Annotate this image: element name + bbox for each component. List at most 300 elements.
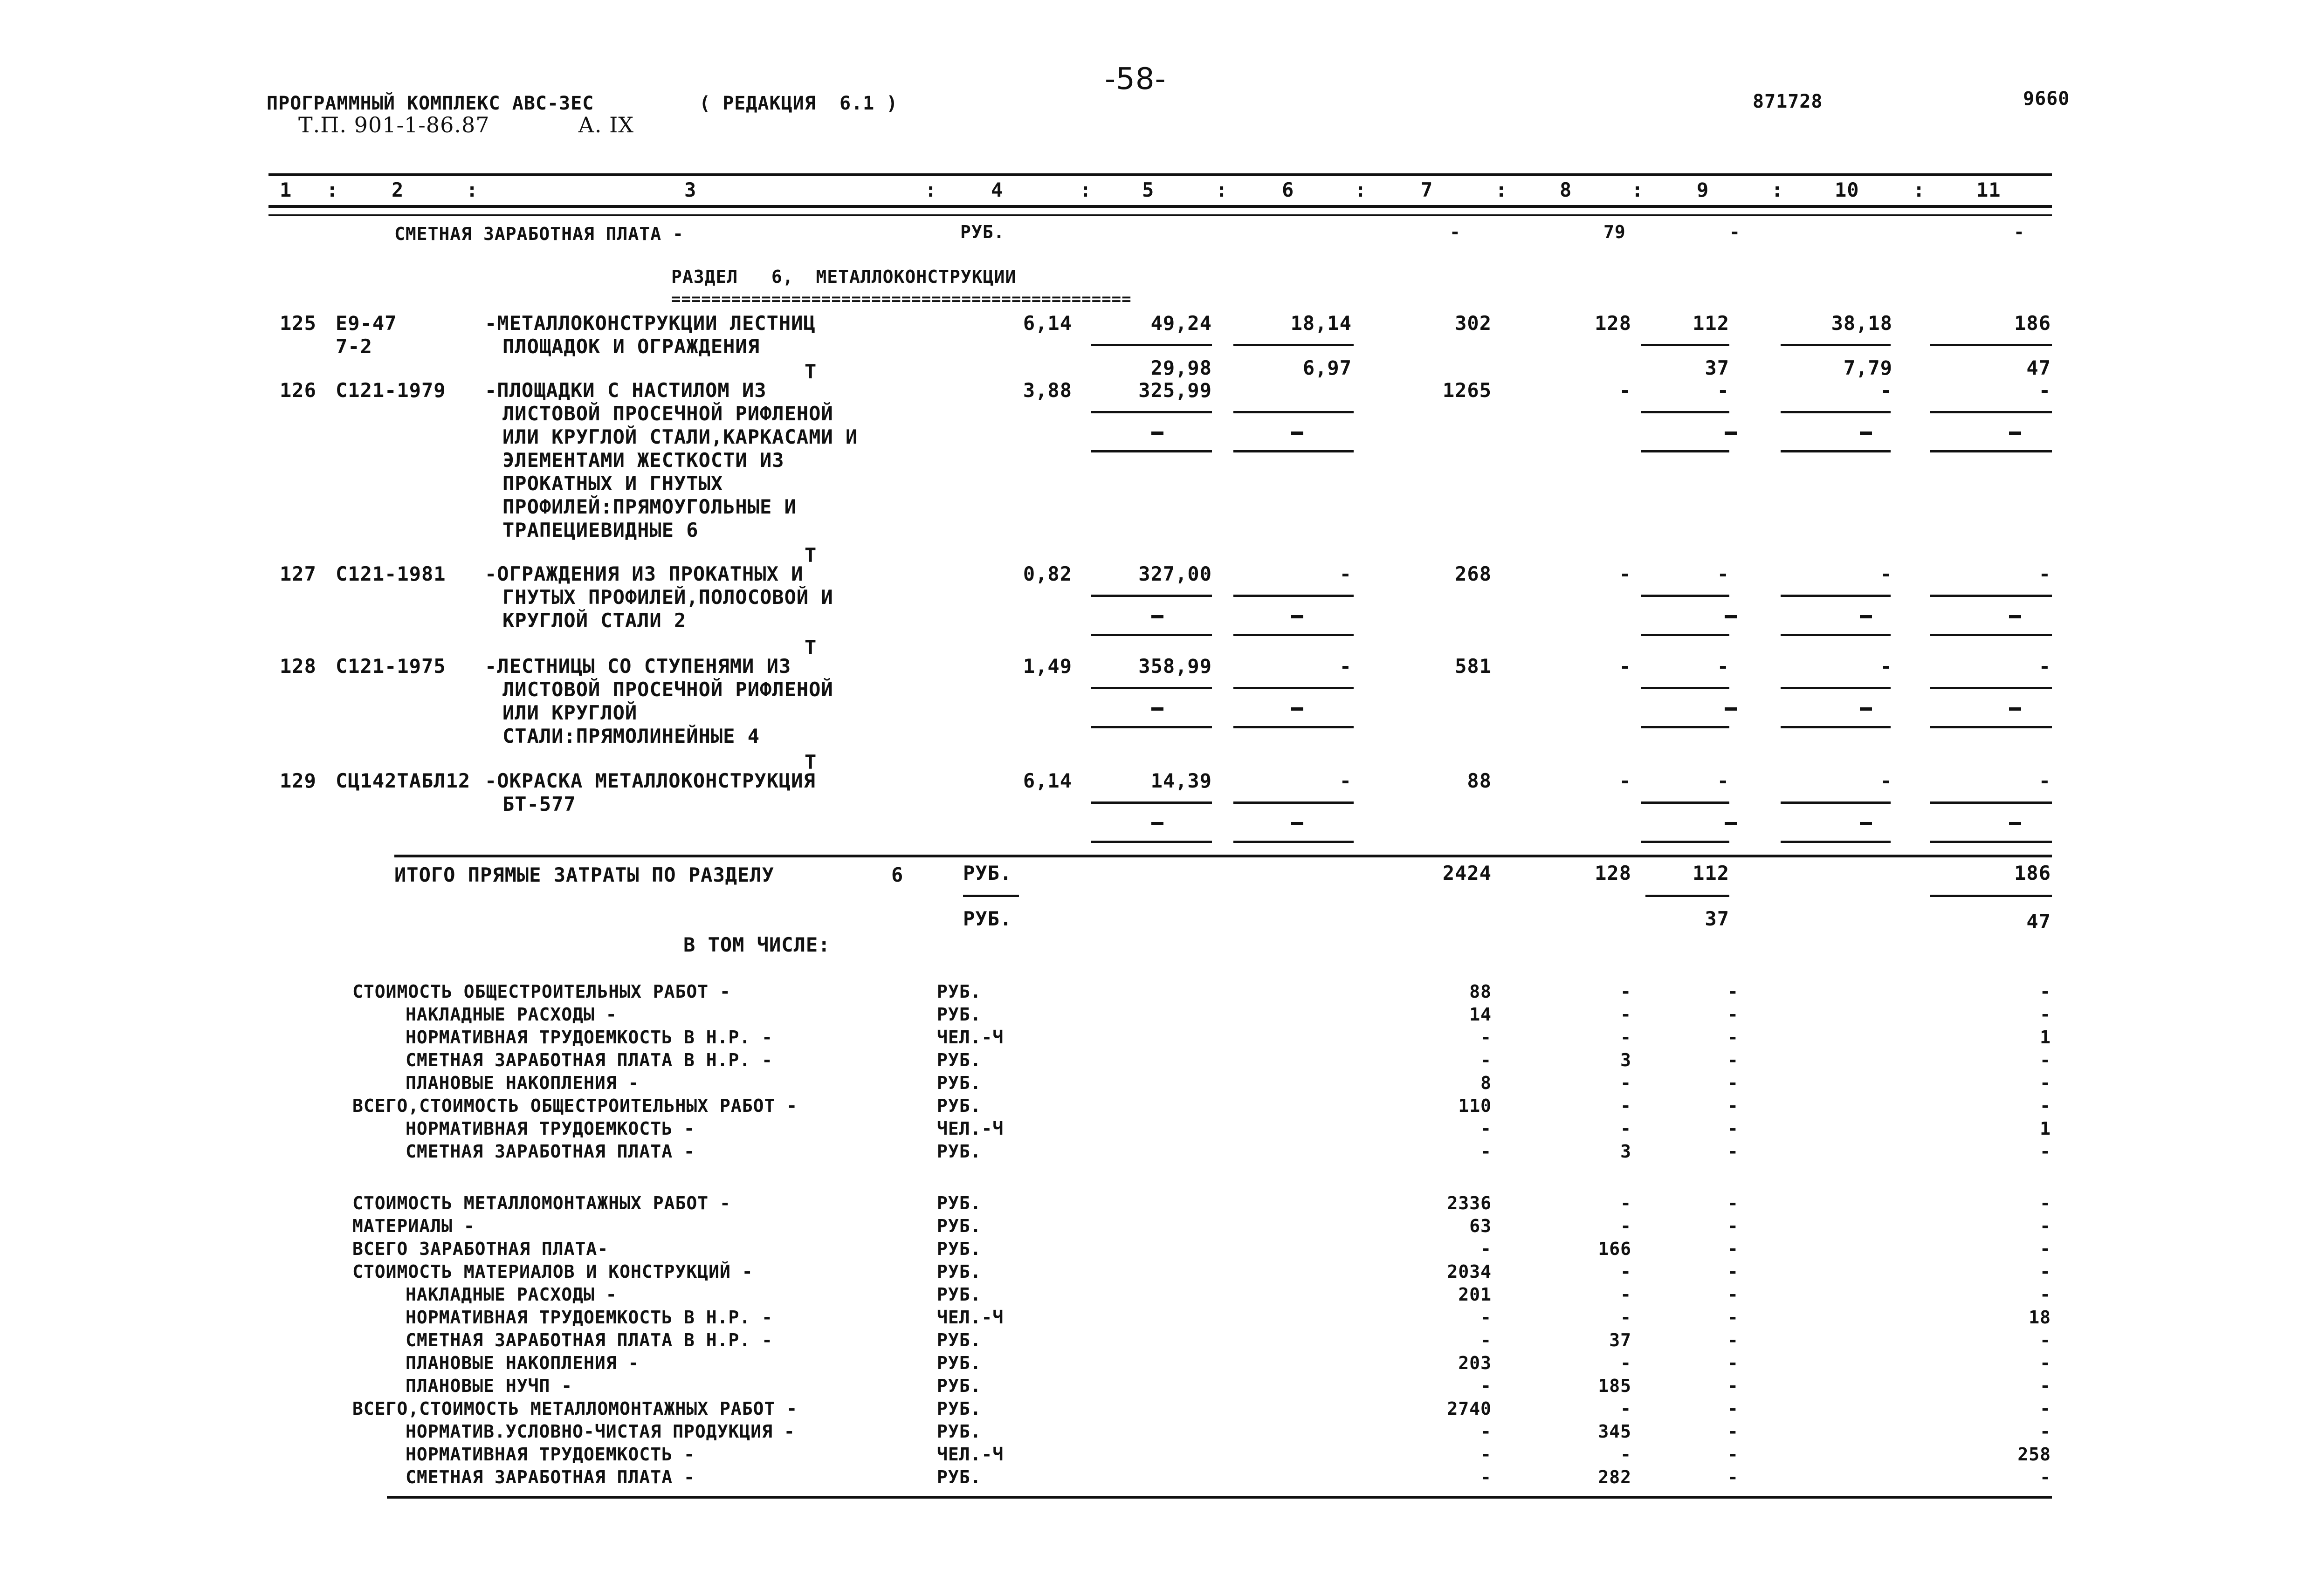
summary-c8: - — [1620, 1261, 1631, 1282]
pre-row-c7: - — [1450, 222, 1461, 242]
row-description-line: -ПЛОЩАДКИ С НАСТИЛОМ ИЗ — [485, 379, 767, 402]
column-separator: : — [326, 178, 339, 201]
row-c11: - — [2038, 655, 2051, 678]
fraction-rule — [1233, 726, 1354, 728]
row-description-line: СТАЛИ:ПРЯМОЛИНЕЙНЫЕ 4 — [502, 725, 760, 747]
summary-label: СМЕТНАЯ ЗАРАБОТНАЯ ПЛАТА - — [406, 1141, 695, 1162]
empty-value-dash — [1725, 707, 1737, 711]
total-c9: 112 — [1693, 862, 1729, 884]
row-c10: - — [1880, 655, 1892, 678]
row-c11b: 47 — [2026, 356, 2051, 379]
summary-label: МАТЕРИАЛЫ - — [352, 1216, 475, 1236]
pre-row-unit: РУБ. — [960, 222, 1005, 242]
summary-c7: 201 — [1458, 1284, 1492, 1305]
total-c9-rule — [1645, 895, 1729, 897]
summary-c11: 258 — [2017, 1444, 2051, 1465]
row-description-line: ПЛОЩАДОК И ОГРАЖДЕНИЯ — [502, 335, 760, 358]
row-c7: 302 — [1455, 312, 1492, 335]
summary-c7: 2336 — [1447, 1193, 1492, 1213]
row-description-line: ИЛИ КРУГЛОЙ СТАЛИ,КАРКАСАМИ И — [502, 425, 858, 448]
summary-c8: - — [1620, 1027, 1631, 1048]
summary-c7: 110 — [1458, 1096, 1492, 1116]
fraction-rule — [1233, 595, 1354, 597]
summary-c11: - — [2040, 981, 2051, 1002]
row-c9: - — [1717, 655, 1729, 678]
total-unit: РУБ. — [963, 862, 1012, 884]
summary-c11: - — [2040, 1004, 2051, 1025]
summary-unit: РУБ. — [937, 1353, 982, 1373]
fraction-rule — [1781, 841, 1891, 843]
pre-row-label: СМЕТНАЯ ЗАРАБОТНАЯ ПЛАТА - — [394, 224, 684, 244]
fraction-rule — [1091, 687, 1212, 689]
summary-c9: - — [1727, 1027, 1739, 1048]
total-label: ИТОГО ПРЯМЫЕ ЗАТРАТЫ ПО РАЗДЕЛУ — [394, 863, 774, 886]
table-header-rule — [268, 205, 2052, 208]
summary-c8: - — [1620, 1307, 1631, 1328]
summary-c11: 18 — [2029, 1307, 2051, 1328]
column-header-5: 5 — [1142, 178, 1155, 201]
summary-c9: - — [1727, 1398, 1739, 1419]
empty-value-dash — [1725, 432, 1737, 435]
summary-c8: 37 — [1609, 1330, 1631, 1350]
fraction-rule — [1781, 595, 1891, 597]
summary-unit: ЧЕЛ.-Ч — [937, 1118, 1004, 1139]
edition-label: ( РЕДАКЦИЯ 6.1 ) — [699, 93, 898, 114]
row-description-line: -ОГРАЖДЕНИЯ ИЗ ПРОКАТНЫХ И — [485, 562, 804, 585]
column-header-4: 4 — [991, 178, 1004, 201]
summary-label: ВСЕГО,СТОИМОСТЬ ОБЩЕСТРОИТЕЛЬНЫХ РАБОТ - — [352, 1096, 798, 1116]
including-label: В ТОМ ЧИСЛЕ: — [683, 933, 831, 956]
fraction-rule — [1641, 687, 1729, 689]
summary-unit: ЧЕЛ.-Ч — [937, 1307, 1004, 1328]
row-c10: - — [1880, 379, 1892, 402]
summary-label: ПЛАНОВЫЕ НАКОПЛЕНИЯ - — [406, 1353, 640, 1373]
row-c6b: 6,97 — [1302, 356, 1352, 379]
column-header-6: 6 — [1282, 178, 1294, 201]
column-separator: : — [925, 178, 937, 201]
summary-label: ВСЕГО ЗАРАБОТНАЯ ПЛАТА- — [352, 1239, 609, 1259]
summary-c9: - — [1727, 1353, 1739, 1373]
summary-c7: 2740 — [1447, 1398, 1492, 1419]
section-title: РАЗДЕЛ 6, МЕТАЛЛОКОНСТРУКЦИИ — [671, 267, 1017, 287]
row-c8: 128 — [1595, 312, 1631, 335]
summary-unit: РУБ. — [937, 1398, 982, 1419]
column-header-7: 7 — [1421, 178, 1433, 201]
summary-c11: 1 — [2040, 1027, 2051, 1048]
document-code: 871728 — [1753, 91, 1823, 112]
summary-c9: - — [1727, 1216, 1739, 1236]
summary-label: ВСЕГО,СТОИМОСТЬ МЕТАЛЛОМОНТАЖНЫХ РАБОТ - — [352, 1398, 798, 1419]
summary-c11: - — [2040, 1141, 2051, 1162]
column-separator: : — [1355, 178, 1367, 201]
summary-label: НОРМАТИВНАЯ ТРУДОЕМКОСТЬ В Н.Р. - — [406, 1307, 773, 1328]
sheet-number: 9660 — [2023, 88, 2070, 110]
fraction-rule — [1930, 595, 2052, 597]
fraction-rule — [1781, 687, 1891, 689]
summary-c7: - — [1480, 1307, 1492, 1328]
summary-c11: - — [2040, 1467, 2051, 1487]
summary-c8: - — [1620, 1353, 1631, 1373]
row-description-line: ПРОФИЛЕЙ:ПРЯМОУГОЛЬНЫЕ И — [502, 495, 797, 518]
row-c11: - — [2038, 769, 2051, 792]
summary-c7: - — [1480, 1330, 1492, 1350]
summary-label: НОРМАТИВНАЯ ТРУДОЕМКОСТЬ - — [406, 1444, 695, 1465]
summary-c9: - — [1727, 1444, 1739, 1465]
fraction-rule — [1930, 411, 2052, 413]
summary-label: СМЕТНАЯ ЗАРАБОТНАЯ ПЛАТА - — [406, 1467, 695, 1487]
column-separator: : — [1631, 178, 1644, 201]
summary-c11: - — [2040, 1330, 2051, 1350]
empty-value-dash — [1151, 432, 1163, 435]
row-description-line: ЛИСТОВОЙ ПРОСЕЧНОЙ РИФЛЕНОЙ — [502, 402, 833, 425]
row-description-line: КРУГЛОЙ СТАЛИ 2 — [502, 609, 687, 632]
fraction-rule — [1091, 634, 1212, 636]
summary-c9: - — [1727, 1261, 1739, 1282]
column-header-2: 2 — [392, 178, 404, 201]
fraction-rule — [1091, 801, 1212, 804]
summary-c8: - — [1620, 1284, 1631, 1305]
fraction-rule — [1930, 841, 2052, 843]
summary-c11: 1 — [2040, 1118, 2051, 1139]
summary-c8: - — [1620, 1073, 1631, 1093]
table-header-rule-2 — [268, 214, 2052, 216]
summary-c8: 345 — [1598, 1421, 1631, 1442]
fraction-rule — [1233, 687, 1354, 689]
fraction-rule — [1781, 411, 1891, 413]
row-quantity: 0,82 — [1023, 562, 1072, 585]
summary-c7: 88 — [1469, 981, 1492, 1002]
row-c11: 186 — [2014, 312, 2051, 335]
row-c7: 581 — [1455, 655, 1492, 678]
row-c11: - — [2038, 379, 2051, 402]
summary-c9: - — [1727, 1050, 1739, 1070]
row-description-line: ТРАПЕЦИЕВИДНЫЕ 6 — [502, 519, 699, 541]
summary-c9: - — [1727, 1073, 1739, 1093]
fraction-rule — [1641, 634, 1729, 636]
summary-c9: - — [1727, 1284, 1739, 1305]
row-quantity: 3,88 — [1023, 379, 1072, 402]
row-number: 125 — [280, 312, 317, 335]
summary-label: СМЕТНАЯ ЗАРАБОТНАЯ ПЛАТА В Н.Р. - — [406, 1330, 773, 1350]
row-description-line: ГНУТЫХ ПРОФИЛЕЙ,ПОЛОСОВОЙ И — [502, 586, 833, 609]
row-c8: - — [1619, 562, 1631, 585]
summary-c7: - — [1480, 1141, 1492, 1162]
empty-value-dash — [1860, 432, 1872, 435]
summary-c8: - — [1620, 1193, 1631, 1213]
summary-label: ПЛАНОВЫЕ НУЧП - — [406, 1376, 573, 1396]
empty-value-dash — [1860, 615, 1872, 618]
pre-row-c11: - — [2014, 222, 2025, 242]
summary-c8: - — [1620, 1004, 1631, 1025]
row-description-line: -ЛЕСТНИЦЫ СО СТУПЕНЯМИ ИЗ — [485, 655, 791, 678]
fraction-rule — [1781, 450, 1891, 452]
fraction-rule — [1781, 634, 1891, 636]
summary-c7: - — [1480, 1467, 1492, 1487]
summary-unit: РУБ. — [937, 1141, 982, 1162]
fraction-rule — [1930, 344, 2052, 346]
summary-unit: ЧЕЛ.-Ч — [937, 1027, 1004, 1048]
empty-value-dash — [2009, 822, 2021, 825]
section-underline: ============================================== — [671, 290, 1132, 308]
row-c6: 18,14 — [1290, 312, 1352, 335]
fraction-rule — [1930, 726, 2052, 728]
summary-c9: - — [1727, 1467, 1739, 1487]
row-c6: - — [1339, 655, 1352, 678]
summary-c11: - — [2040, 1284, 2051, 1305]
empty-value-dash — [1291, 432, 1303, 435]
total-c11b: 47 — [2026, 910, 2051, 933]
empty-value-dash — [2009, 615, 2021, 618]
summary-label: СТОИМОСТЬ МАТЕРИАЛОВ И КОНСТРУКЦИЙ - — [352, 1261, 753, 1282]
summary-c9: - — [1727, 1193, 1739, 1213]
summary-c7: - — [1480, 1421, 1492, 1442]
column-header-11: 11 — [1976, 178, 2001, 201]
row-c5: 327,00 — [1138, 562, 1212, 585]
summary-c9: - — [1727, 1239, 1739, 1259]
fraction-rule — [1781, 726, 1891, 728]
row-description-line: -ОКРАСКА МЕТАЛЛОКОНСТРУКЦИЯ — [485, 769, 816, 792]
summary-c8: - — [1620, 1216, 1631, 1236]
summary-c11: - — [2040, 1050, 2051, 1070]
summary-label: НОРМАТИВ.УСЛОВНО-ЧИСТАЯ ПРОДУКЦИЯ - — [406, 1421, 795, 1442]
summary-label: СТОИМОСТЬ МЕТАЛЛОМОНТАЖНЫХ РАБОТ - — [352, 1193, 731, 1213]
program-name: ПРОГРАММНЫЙ КОМПЛЕКС АВС-ЗЕС — [267, 93, 594, 114]
summary-unit: РУБ. — [937, 1050, 982, 1070]
pre-row-c9: - — [1729, 222, 1741, 242]
fraction-rule — [1091, 344, 1212, 346]
summary-unit: РУБ. — [937, 1004, 982, 1025]
row-code: С121-1975 — [336, 655, 446, 678]
summary-c11: - — [2040, 1096, 2051, 1116]
summary-label: НАКЛАДНЫЕ РАСХОДЫ - — [406, 1284, 617, 1305]
summary-c11: - — [2040, 1239, 2051, 1259]
row-unit-mark: Т — [805, 751, 817, 774]
summary-c7: - — [1480, 1444, 1492, 1465]
empty-value-dash — [1151, 615, 1163, 618]
summary-unit: РУБ. — [937, 1193, 982, 1213]
summary-c7: - — [1480, 1376, 1492, 1396]
summary-c8: - — [1620, 1096, 1631, 1116]
row-c10b: 7,79 — [1843, 356, 1892, 379]
total-c7: 2424 — [1442, 862, 1492, 884]
summary-c9: - — [1727, 1330, 1739, 1350]
summary-c8: - — [1620, 1444, 1631, 1465]
row-c7: 268 — [1455, 562, 1492, 585]
column-header-8: 8 — [1560, 178, 1572, 201]
empty-value-dash — [1151, 822, 1163, 825]
fraction-rule — [1641, 411, 1729, 413]
row-c5: 358,99 — [1138, 655, 1212, 678]
album-code: А. IХ — [578, 112, 634, 137]
summary-c9: - — [1727, 1421, 1739, 1442]
empty-value-dash — [1291, 707, 1303, 711]
empty-value-dash — [1725, 615, 1737, 618]
row-c8: - — [1619, 379, 1631, 402]
row-description-line: ЭЛЕМЕНТАМИ ЖЕСТКОСТИ ИЗ — [502, 449, 784, 472]
summary-c11: - — [2040, 1353, 2051, 1373]
row-description-line: -МЕТАЛЛОКОНСТРУКЦИИ ЛЕСТНИЦ — [485, 312, 816, 335]
column-separator: : — [1216, 178, 1228, 201]
row-unit-mark: Т — [805, 360, 817, 383]
total-c11: 186 — [2014, 862, 2051, 884]
fraction-rule — [1091, 726, 1212, 728]
summary-c9: - — [1727, 981, 1739, 1002]
summary-c9: - — [1727, 1096, 1739, 1116]
summary-c7: 203 — [1458, 1353, 1492, 1373]
row-number: 126 — [280, 379, 317, 402]
row-c11: - — [2038, 562, 2051, 585]
total-top-rule — [394, 855, 2052, 857]
row-c6: - — [1339, 562, 1352, 585]
total-c11-rule — [1930, 895, 2052, 897]
fraction-rule — [1781, 801, 1891, 804]
row-c8: - — [1619, 769, 1631, 792]
fraction-rule — [1641, 726, 1729, 728]
summary-c11: - — [2040, 1421, 2051, 1442]
empty-value-dash — [1860, 707, 1872, 711]
fraction-rule — [1233, 411, 1354, 413]
total-c9b: 37 — [1705, 907, 1729, 930]
fraction-rule — [1641, 801, 1729, 804]
row-description-line: ПРОКАТНЫХ И ГНУТЫХ — [502, 472, 723, 495]
summary-unit: РУБ. — [937, 1284, 982, 1305]
pre-row-c8: 79 — [1603, 222, 1626, 242]
summary-c7: - — [1480, 1050, 1492, 1070]
row-code-2: 7-2 — [336, 335, 372, 358]
column-header-9: 9 — [1697, 178, 1709, 201]
summary-c11: - — [2040, 1216, 2051, 1236]
row-c5b: 29,98 — [1150, 356, 1212, 379]
row-description-line: БТ-577 — [502, 793, 576, 815]
summary-c11: - — [2040, 1376, 2051, 1396]
fraction-rule — [1233, 450, 1354, 452]
fraction-rule — [1930, 450, 2052, 452]
fraction-rule — [1233, 634, 1354, 636]
fraction-rule — [1233, 841, 1354, 843]
total-c8: 128 — [1595, 862, 1631, 884]
fraction-rule — [1091, 841, 1212, 843]
fraction-rule — [1641, 595, 1729, 597]
column-header-10: 10 — [1835, 178, 1859, 201]
fraction-rule — [1091, 595, 1212, 597]
summary-c9: - — [1727, 1004, 1739, 1025]
summary-unit: РУБ. — [937, 1467, 982, 1487]
summary-unit: РУБ. — [937, 1330, 982, 1350]
row-number: 127 — [280, 562, 317, 585]
project-code: Т.П. 901-1-86.87 — [298, 112, 490, 137]
summary-c11: - — [2040, 1073, 2051, 1093]
empty-value-dash — [1860, 822, 1872, 825]
page-number: -58- — [1105, 62, 1166, 96]
fraction-rule — [1233, 801, 1354, 804]
summary-c11: - — [2040, 1193, 2051, 1213]
row-c10: 38,18 — [1831, 312, 1892, 335]
summary-label: СМЕТНАЯ ЗАРАБОТНАЯ ПЛАТА В Н.Р. - — [406, 1050, 773, 1070]
row-number: 129 — [280, 769, 317, 792]
fraction-rule — [1930, 801, 2052, 804]
row-c5: 325,99 — [1138, 379, 1212, 402]
summary-c8: - — [1620, 981, 1631, 1002]
row-c9: 112 — [1693, 312, 1729, 335]
fraction-rule — [1091, 450, 1212, 452]
summary-c11: - — [2040, 1398, 2051, 1419]
row-c9: - — [1717, 769, 1729, 792]
summary-label: НОРМАТИВНАЯ ТРУДОЕМКОСТЬ В Н.Р. - — [406, 1027, 773, 1048]
row-description-line: ИЛИ КРУГЛОЙ — [502, 701, 638, 724]
row-c6: - — [1339, 769, 1352, 792]
total-unit-rule — [963, 895, 1019, 897]
fraction-rule — [1930, 687, 2052, 689]
summary-unit: РУБ. — [937, 1421, 982, 1442]
fraction-rule — [1641, 450, 1729, 452]
column-separator: : — [1771, 178, 1784, 201]
column-header-3: 3 — [684, 178, 697, 201]
summary-unit: РУБ. — [937, 1376, 982, 1396]
summary-c7: 63 — [1469, 1216, 1492, 1236]
summary-c8: 185 — [1598, 1376, 1631, 1396]
empty-value-dash — [1291, 822, 1303, 825]
summary-c8: 166 — [1598, 1239, 1631, 1259]
fraction-rule — [1233, 344, 1354, 346]
row-c5: 49,24 — [1150, 312, 1212, 335]
row-c5: 14,39 — [1150, 769, 1212, 792]
fraction-rule — [1930, 634, 2052, 636]
summary-c8: 282 — [1598, 1467, 1631, 1487]
row-c10: - — [1880, 769, 1892, 792]
row-number: 128 — [280, 655, 317, 678]
summary-c9: - — [1727, 1376, 1739, 1396]
row-quantity: 1,49 — [1023, 655, 1072, 678]
summary-label: НАКЛАДНЫЕ РАСХОДЫ - — [406, 1004, 617, 1025]
column-separator: : — [1913, 178, 1926, 201]
summary-c9: - — [1727, 1141, 1739, 1162]
row-code: СЦ142ТАБЛ12 — [336, 769, 471, 792]
empty-value-dash — [1151, 707, 1163, 711]
summary-label: ПЛАНОВЫЕ НАКОПЛЕНИЯ - — [406, 1073, 640, 1093]
row-c9b: 37 — [1705, 356, 1729, 379]
bottom-rule — [387, 1496, 2052, 1499]
row-code: С121-1979 — [336, 379, 446, 402]
table-top-rule — [268, 173, 2052, 176]
row-description-line: ЛИСТОВОЙ ПРОСЕЧНОЙ РИФЛЕНОЙ — [502, 678, 833, 701]
row-quantity: 6,14 — [1023, 769, 1072, 792]
summary-label: СТОИМОСТЬ ОБЩЕСТРОИТЕЛЬНЫХ РАБОТ - — [352, 981, 731, 1002]
row-c7: 88 — [1467, 769, 1492, 792]
total-section-number: 6 — [891, 863, 904, 886]
row-c9: - — [1717, 562, 1729, 585]
summary-c8: - — [1620, 1118, 1631, 1139]
summary-unit: РУБ. — [937, 981, 982, 1002]
summary-unit: РУБ. — [937, 1261, 982, 1282]
summary-c9: - — [1727, 1307, 1739, 1328]
row-c9: - — [1717, 379, 1729, 402]
column-header-1: 1 — [280, 178, 292, 201]
column-separator: : — [1495, 178, 1508, 201]
total-unit-2: РУБ. — [963, 907, 1012, 930]
fraction-rule — [1641, 344, 1729, 346]
summary-c7: 8 — [1480, 1073, 1492, 1093]
row-unit-mark: Т — [805, 544, 817, 567]
empty-value-dash — [1725, 822, 1737, 825]
empty-value-dash — [2009, 432, 2021, 435]
summary-unit: ЧЕЛ.-Ч — [937, 1444, 1004, 1465]
summary-c11: - — [2040, 1261, 2051, 1282]
summary-c9: - — [1727, 1118, 1739, 1139]
column-separator: : — [466, 178, 479, 201]
summary-label: НОРМАТИВНАЯ ТРУДОЕМКОСТЬ - — [406, 1118, 695, 1139]
row-code: С121-1981 — [336, 562, 446, 585]
empty-value-dash — [1291, 615, 1303, 618]
